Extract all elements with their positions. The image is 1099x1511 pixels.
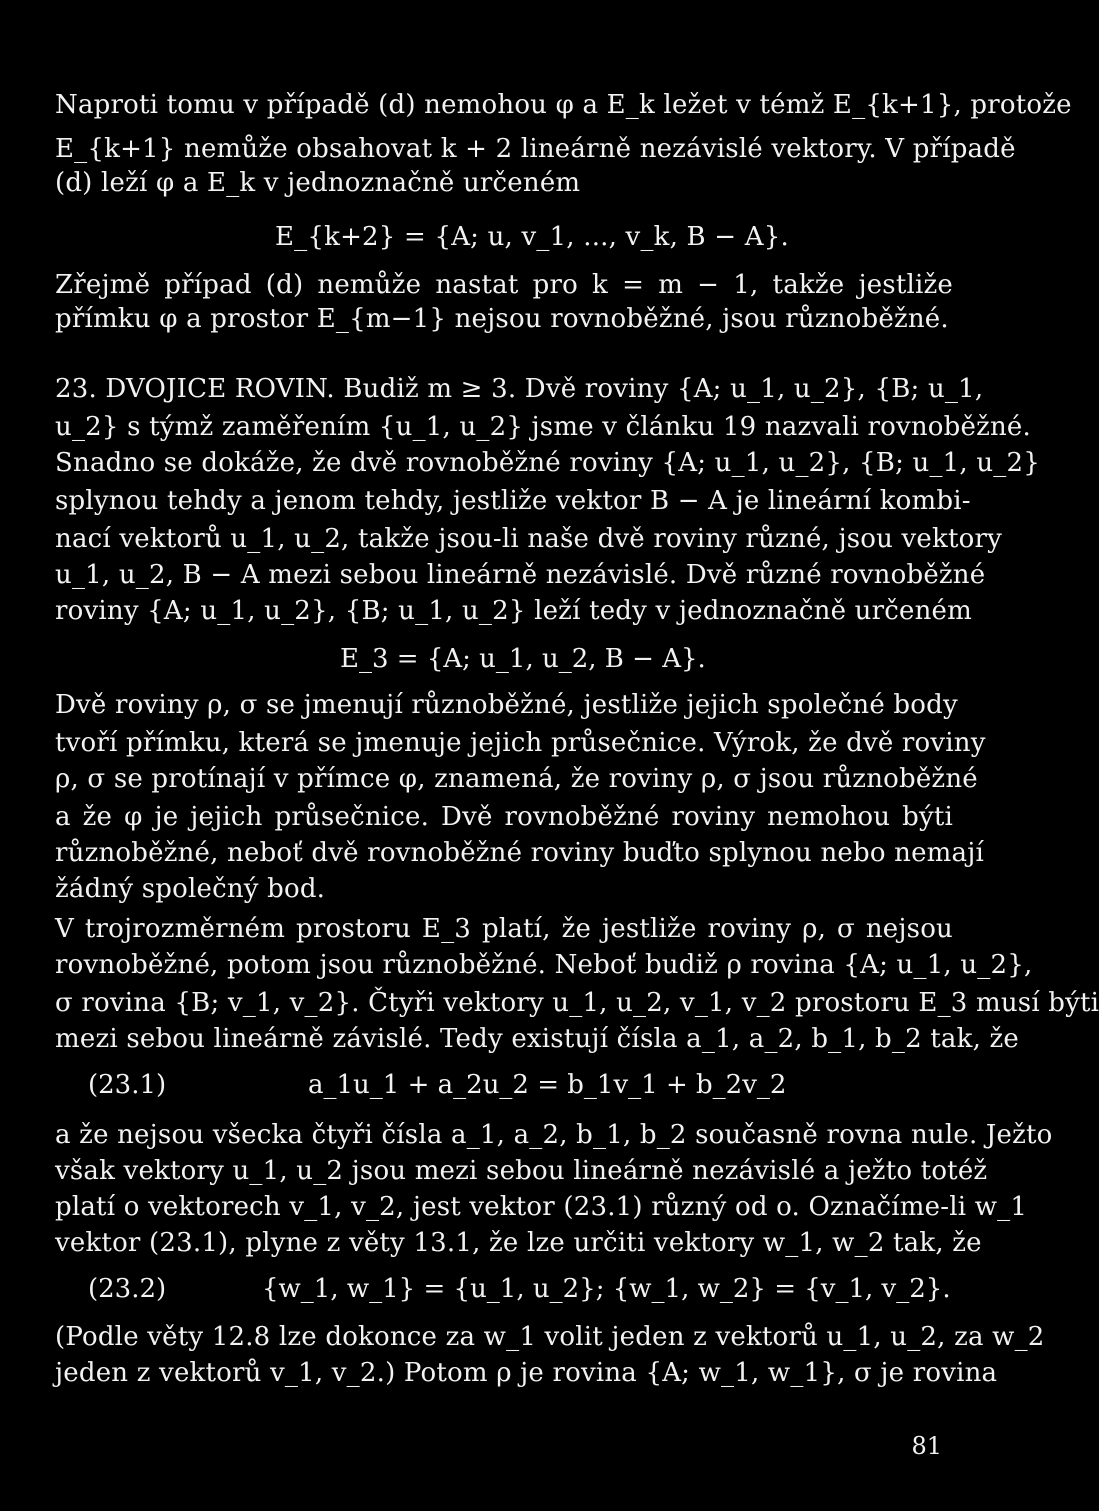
- equation: a_1u_1 + a_2u_2 = b_1v_1 + b_2v_2: [308, 1070, 787, 1100]
- equation-number: (23.1): [88, 1070, 167, 1100]
- text-line: ρ, σ se protínají v přímce φ, znamená, že roviny ρ, σ jsou různoběžné: [55, 764, 978, 794]
- text-line: Dvě roviny ρ, σ se jmenují různoběžné, jestliže jejich společné body: [55, 690, 958, 720]
- text-line: a že nejsou všecka čtyři čísla a_1, a_2, b_1, b_2 současně rovna nule. Ježto: [55, 1120, 1053, 1150]
- text-line: nací vektorů u_1, u_2, takže jsou-li naše dvě roviny různé, jsou vektory: [55, 524, 1002, 554]
- text-line: vektor (23.1), plyne z věty 13.1, že lze určiti vektory w_1, w_2 tak, že: [55, 1228, 982, 1258]
- equation: E_3 = {A; u_1, u_2, B − A}.: [340, 644, 706, 674]
- text-line: a že φ je jejich průsečnice. Dvě rovnoběžné roviny nemohou býti: [55, 802, 953, 832]
- equation: E_{k+2} = {A; u, v_1, ..., v_k, B − A}.: [275, 222, 789, 252]
- text-line: σ rovina {B; v_1, v_2}. Čtyři vektory u_1, u_2, v_1, v_2 prostoru E_3 musí býti: [55, 988, 1099, 1018]
- text-line: přímku φ a prostor E_{m−1} nejsou rovnoběžné, jsou různoběžné.: [55, 304, 949, 334]
- text-line: splynou tehdy a jenom tehdy, jestliže vektor B − A je lineární kombi-: [55, 486, 971, 516]
- text-line: žádný společný bod.: [55, 874, 326, 904]
- text-line: jeden z vektorů v_1, v_2.) Potom ρ je rovina {A; w_1, w_1}, σ je rovina: [55, 1358, 998, 1388]
- page-number: 81: [911, 1432, 942, 1460]
- text-line: různoběžné, neboť dvě rovnoběžné roviny buďto splynou nebo nemají: [55, 838, 985, 868]
- text-line: V trojrozměrném prostoru E_3 platí, že jestliže roviny ρ, σ nejsou: [55, 914, 953, 944]
- text-line: však vektory u_1, u_2 jsou mezi sebou lineárně nezávislé a ježto totéž: [55, 1156, 988, 1186]
- text-line: E_{k+1} nemůže obsahovat k + 2 lineárně nezávislé vektory. V případě: [55, 134, 1016, 164]
- text-line: Naproti tomu v případě (d) nemohou φ a E_k ležet v témž E_{k+1}, protože: [55, 90, 1072, 120]
- text-line: u_2} s týmž zaměřením {u_1, u_2} jsme v článku 19 nazvali rovnoběžné.: [55, 412, 1031, 442]
- text-line: (Podle věty 12.8 lze dokonce za w_1 volit jeden z vektorů u_1, u_2, za w_2: [55, 1322, 1045, 1352]
- section-heading-line: 23. DVOJICE ROVIN. Budiž m ≥ 3. Dvě roviny {A; u_1, u_2}, {B; u_1,: [55, 374, 984, 404]
- text-line: Snadno se dokáže, že dvě rovnoběžné roviny {A; u_1, u_2}, {B; u_1, u_2}: [55, 448, 1040, 478]
- text-line: platí o vektorech v_1, v_2, jest vektor (23.1) různý od o. Označíme-li w_1: [55, 1192, 1028, 1222]
- text-line: tvoří přímku, která se jmenuje jejich průsečnice. Výrok, že dvě roviny: [55, 728, 986, 758]
- equation-number: (23.2): [88, 1274, 167, 1304]
- text-line: rovnoběžné, potom jsou různoběžné. Neboť budiž ρ rovina {A; u_1, u_2},: [55, 950, 1033, 980]
- text-line: roviny {A; u_1, u_2}, {B; u_1, u_2} leží tedy v jednoznačně určeném: [55, 596, 972, 626]
- text-line: mezi sebou lineárně závislé. Tedy existují čísla a_1, a_2, b_1, b_2 tak, že: [55, 1024, 1019, 1054]
- equation: {w_1, w_1} = {u_1, u_2}; {w_1, w_2} = {v_1, v_2}.: [262, 1274, 951, 1304]
- text-line: Zřejmě případ (d) nemůže nastat pro k = m − 1, takže jestliže: [55, 270, 953, 300]
- text-line: u_1, u_2, B − A mezi sebou lineárně nezávislé. Dvě různé rovnoběžné: [55, 560, 986, 590]
- text-line: (d) leží φ a E_k v jednoznačně určeném: [55, 168, 581, 198]
